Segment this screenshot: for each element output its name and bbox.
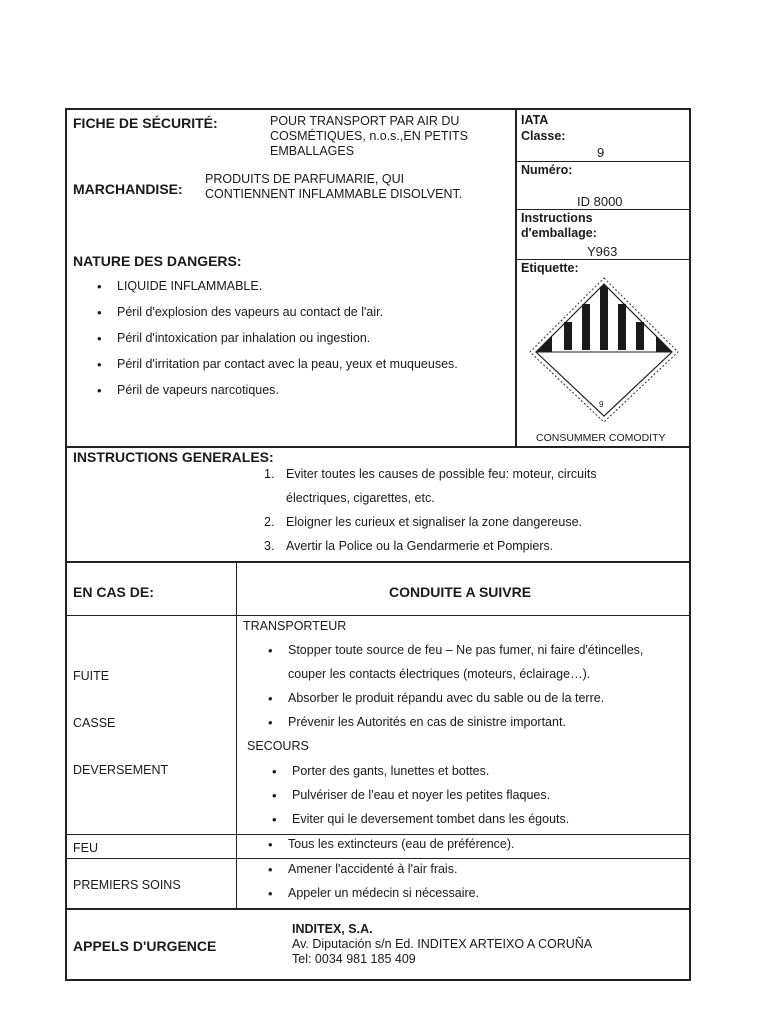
transporteur-item: • Absorber le produit répandu avec du sable ou de la terre.: [264, 691, 689, 706]
urgence-company: INDITEX, S.A.: [292, 922, 373, 936]
marchandise-text-line: CONTIENNENT INFLAMMABLE DISOLVENT.: [205, 187, 463, 201]
general-item-text: électriques, cigarettes, etc.: [286, 491, 435, 505]
secours-label: SECOURS: [247, 739, 309, 753]
premiers-item: • Appeler un médecin si nécessaire.: [264, 886, 689, 901]
instructions-label-line: d'emballage:: [521, 226, 597, 240]
general-item-number: 1.: [264, 467, 275, 481]
general-list: [264, 462, 684, 558]
fiche-text-line: EMBALLAGES: [270, 144, 355, 158]
urgence-tel: Tel: 0034 981 185 409: [292, 952, 416, 966]
numero-value: ID 8000: [577, 194, 623, 209]
instructions-label-line: Instructions: [521, 211, 593, 225]
premiers-label: PREMIERS SOINS: [73, 878, 181, 892]
section-divider: [67, 561, 689, 563]
iata-title: IATA: [521, 113, 549, 127]
general-item-text: Eviter toutes les causes de possible feu: moteur, circuits: [286, 467, 597, 481]
marchandise-text-line: PRODUITS DE PARFUMARIE, QUI: [205, 172, 405, 186]
fiche-text: [270, 114, 468, 159]
premiers-list: [264, 862, 689, 901]
marchandise-label: MARCHANDISE:: [73, 181, 183, 197]
secours-item: • Eviter qui le deversement tombet dans les égouts.: [268, 812, 688, 827]
hazard-label-caption: CONSUMMER COMODITY: [536, 432, 666, 444]
feu-list: [264, 837, 689, 852]
section-divider: [67, 446, 689, 448]
safety-sheet-frame: [65, 108, 691, 981]
iata-row-divider: [515, 259, 691, 260]
danger-item: • LIQUIDE INFLAMMABLE.: [93, 279, 513, 294]
table-header-divider: [67, 615, 689, 616]
hazard-label-number: 9: [599, 400, 604, 409]
col2-header: CONDUITE A SUIVRE: [389, 584, 532, 600]
transporteur-list: [264, 643, 689, 730]
fiche-text-line: COSMÉTIQUES, n.o.s.,EN PETITS: [270, 129, 468, 143]
secours-item: • Pulvériser de l'eau et noyer les petites flaques.: [268, 788, 688, 803]
case-casse: CASSE: [73, 716, 116, 730]
general-item-number: 3.: [264, 539, 275, 553]
table-row-divider: [67, 858, 689, 859]
iata-row-divider: [515, 161, 691, 162]
urgence-label: APPELS D'URGENCE: [73, 938, 217, 954]
transporteur-item-continued: couper les contacts électriques (moteurs, éclairage…).: [288, 667, 591, 681]
general-item-text: Avertir la Police ou la Gendarmerie et Pompiers.: [286, 539, 554, 553]
urgence-contact: [292, 922, 592, 967]
danger-item: • Péril de vapeurs narcotiques.: [93, 383, 513, 398]
general-item-number: 2.: [264, 515, 275, 529]
classe-label: Classe:: [521, 129, 566, 143]
fiche-text-line: POUR TRANSPORT PAR AIR DU: [270, 114, 460, 128]
table-row-divider: [67, 834, 689, 835]
iata-row-divider: [515, 209, 691, 210]
instructions-value: Y963: [587, 244, 618, 259]
danger-item: • Péril d'intoxication par inhalation ou ingestion.: [93, 331, 513, 346]
general-item: [264, 510, 684, 534]
general-item: [264, 534, 684, 558]
marchandise-text: [205, 172, 462, 202]
premiers-item: • Amener l'accidenté à l'air frais.: [264, 862, 689, 877]
transporteur-item: • Stopper toute source de feu – Ne pas fumer, ni faire d'étincelles,: [264, 643, 689, 658]
secours-list: [268, 764, 688, 827]
case-deversement: DEVERSEMENT: [73, 763, 169, 777]
general-item: [264, 462, 684, 486]
section-divider: [67, 908, 689, 910]
transporteur-label: TRANSPORTEUR: [243, 619, 347, 633]
secours-item: • Porter des gants, lunettes et bottes.: [268, 764, 688, 779]
col1-header: EN CAS DE:: [73, 584, 154, 600]
classe-value: 9: [597, 145, 605, 160]
danger-item: • Péril d'explosion des vapeurs au contact de l'air.: [93, 305, 513, 320]
fiche-label: FICHE DE SÉCURITÉ:: [73, 115, 218, 131]
dangers-list: [93, 279, 513, 398]
general-title: INSTRUCTIONS GENERALES:: [73, 449, 274, 465]
case-fuite: FUITE: [73, 669, 110, 683]
class-9-hazard-label-icon: [524, 274, 684, 424]
general-item: [264, 486, 684, 510]
feu-item: • Tous les extincteurs (eau de préférence).: [264, 837, 689, 852]
etiquette-label: Etiquette:: [521, 261, 579, 275]
general-item-text: Eloigner les curieux et signaliser la zone dangereuse.: [286, 515, 583, 529]
danger-item: • Péril d'irritation par contact avec la peau, yeux et muqueuses.: [93, 357, 513, 372]
instructions-label: [521, 211, 597, 241]
numero-label: Numéro:: [521, 163, 573, 177]
transporteur-item: • Prévenir les Autorités en cas de sinistre important.: [264, 715, 689, 730]
feu-label: FEU: [73, 841, 98, 855]
dangers-label: NATURE DES DANGERS:: [73, 253, 242, 269]
urgence-address: Av. Diputación s/n Ed. INDITEX ARTEIXO A CORUÑA: [292, 937, 593, 951]
